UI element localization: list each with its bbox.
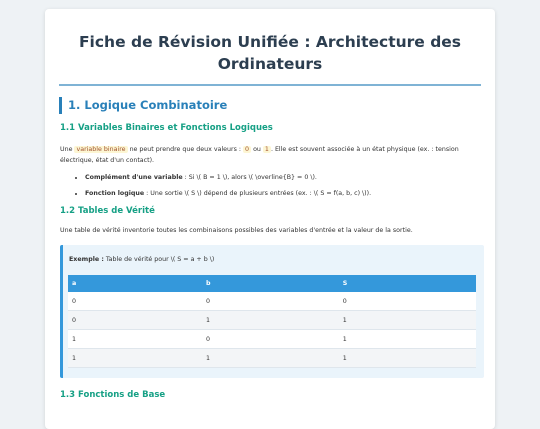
list-term: Fonction logique bbox=[85, 190, 145, 197]
table-cell: 0 bbox=[202, 292, 339, 311]
inline-code: 1 bbox=[264, 146, 269, 153]
table-cell: 1 bbox=[68, 330, 202, 349]
table-row bbox=[68, 349, 476, 368]
text-run: ne peut prendre que deux valeurs : bbox=[127, 146, 244, 153]
list-item bbox=[85, 188, 485, 199]
paragraph-variables bbox=[60, 144, 485, 166]
text-run: Une bbox=[60, 146, 75, 153]
table-row bbox=[68, 311, 476, 330]
list-item bbox=[85, 172, 485, 183]
table-cell: 1 bbox=[339, 330, 476, 349]
table-cell: 1 bbox=[339, 311, 476, 330]
table-row bbox=[68, 330, 476, 349]
example-text: Table de vérité pour \( S = a + b \) bbox=[103, 256, 215, 263]
list-text: : Si \( B = 1 \), alors \( \overline{B} = 0 \). bbox=[182, 174, 317, 181]
text-run: ou bbox=[251, 146, 263, 153]
section-heading: 1. Logique Combinatoire bbox=[59, 97, 488, 114]
title-divider bbox=[59, 84, 481, 86]
table-cell: 1 bbox=[339, 349, 476, 368]
column-header: a bbox=[68, 275, 202, 292]
inline-code: variable binaire bbox=[76, 146, 126, 153]
table-cell: 0 bbox=[68, 311, 202, 330]
list-text: : Une sortie \( S \) dépend de plusieurs entrées (ex. : \( S = f(a, b, c) \)). bbox=[144, 190, 372, 197]
subsection-heading-1-2: 1.2 Tables de Vérité bbox=[60, 206, 155, 216]
table-cell: 0 bbox=[202, 330, 339, 349]
table-row bbox=[68, 292, 476, 311]
paragraph-truth-tables: Une table de vérité inventorie toutes les combinaisons possibles des variables d'entrée et la valeur de la sortie. bbox=[60, 227, 413, 234]
text-run: . Elle est souvent associée à un état physique (ex. : tension électrique, état d'un contact). bbox=[60, 146, 459, 164]
subsection-heading-1-1: 1.1 Variables Binaires et Fonctions Logiques bbox=[60, 123, 273, 133]
list-term: Complément d'une variable bbox=[85, 174, 183, 181]
subsection-heading-1-3: 1.3 Fonctions de Base bbox=[60, 390, 166, 400]
example-title: Exemple : bbox=[69, 256, 104, 263]
table-cell: 1 bbox=[202, 311, 339, 330]
table-cell: 1 bbox=[68, 349, 202, 368]
truth-table bbox=[68, 275, 476, 368]
document-page bbox=[45, 9, 495, 429]
example-label bbox=[69, 256, 214, 263]
inline-code: 0 bbox=[245, 146, 250, 153]
table-cell: 0 bbox=[339, 292, 476, 311]
table-header-row bbox=[68, 275, 476, 292]
table-cell: 0 bbox=[68, 292, 202, 311]
column-header: b bbox=[202, 275, 339, 292]
column-header: S bbox=[339, 275, 476, 292]
bullet-list bbox=[73, 172, 485, 204]
example-box bbox=[60, 245, 484, 378]
page-title: Fiche de Révision Unifiée : Architecture des Ordinateurs bbox=[78, 33, 462, 73]
table-cell: 1 bbox=[202, 349, 339, 368]
